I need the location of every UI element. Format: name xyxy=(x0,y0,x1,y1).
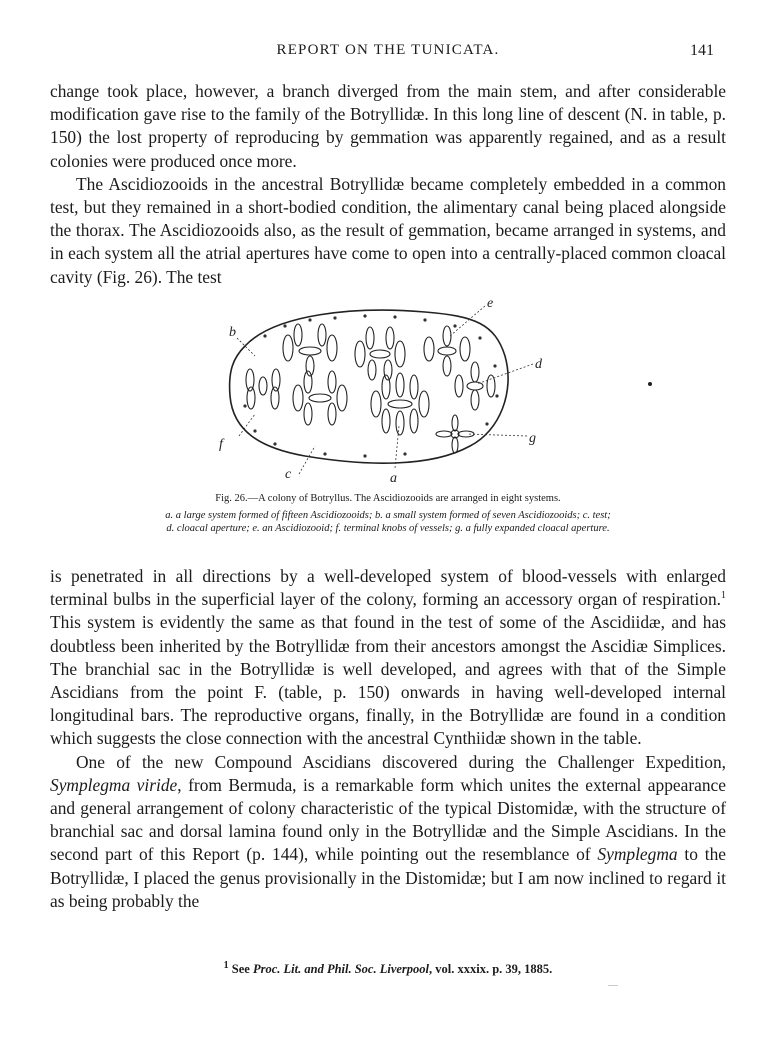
leader-lines xyxy=(237,306,533,474)
footnote-see: See xyxy=(231,962,253,976)
paragraph-4-part-2: , from Bermuda, is a remarkable form which unites the external appearance and general arrangement of colony characteristic of the typical Distomidæ, with the structure of branchial sac and dorsal lamina found only in the Botryllidæ and the Simple Ascidians. In the second part of this Report (p. 144), while pointing out the resemblance of xyxy=(50,774,726,865)
label-d: d xyxy=(535,357,542,372)
paragraph-3 xyxy=(50,565,726,751)
body-text-bottom xyxy=(50,565,726,913)
label-f: f xyxy=(219,437,223,452)
running-title: REPORT ON THE TUNICATA. xyxy=(276,42,500,58)
caption-main: Fig. 26.—A colony of Botryllus. The Ascidiozooids are arranged in eight systems. xyxy=(215,493,561,504)
stray-dash xyxy=(608,985,618,986)
page-number: 141 xyxy=(690,42,714,59)
species-name: Symplegma viride xyxy=(50,774,178,795)
label-c: c xyxy=(285,467,292,482)
label-g: g xyxy=(529,431,536,446)
genus-name: Symplegma xyxy=(597,844,678,865)
figure-caption xyxy=(50,492,726,535)
footnote-reference: 1 xyxy=(721,590,726,602)
body-text-top xyxy=(50,80,726,289)
colony-illustration xyxy=(215,296,555,496)
caption-key-line-2: d. cloacal aperture; e. an Ascidiozooid; f. terminal knobs of vessels; g. a fully expanded cloacal aperture. xyxy=(166,523,610,534)
footnote-ref: , vol. xxxix. p. 39, 1885. xyxy=(429,962,553,976)
footnote-source: Proc. Lit. and Phil. Soc. Liverpool xyxy=(252,962,430,976)
label-e: e xyxy=(487,296,494,311)
paragraph-4-part-3: to the Botryllidæ, I placed the genus provisionally in the Distomidæ; but I am now inclined to regard it as being probably the xyxy=(50,844,726,911)
paragraph-3-part-2: This system is evidently the same as that found in the test of some of the Ascidiidæ, and has doubtless been inherited by the Botryllidæ from their ancestors amongst the Ascidiæ Simplices. The branchial sac in the Botryllidæ is well developed, and agrees with that of the Simple Ascidians from the point F. (table, p. 150) onwards in having well-developed internal longitudinal bars. The reproductive organs, finally, in the Botryllidæ are found in a condition which suggests the close connection with the ancestral Cynthiidæ shown in the table. xyxy=(50,612,726,749)
caption-key-line-1: a. a large system formed of fifteen Ascidiozooids; b. a small system formed of seven Ascidiozooids; c. test; xyxy=(165,510,611,521)
colony-outline xyxy=(230,310,509,463)
figure-botryllus-colony xyxy=(215,296,555,496)
footnote-marker: 1 xyxy=(223,959,229,971)
stray-dot xyxy=(648,382,652,386)
label-b: b xyxy=(229,325,236,340)
paragraph-3-part-1: is penetrated in all directions by a well-developed system of blood-vessels with enlarged terminal bulbs in the superficial layer of the colony, forming an accessory organ of respiration. xyxy=(50,566,726,610)
paragraph-2: The Ascidiozooids in the ancestral Botryllidæ became completely embedded in a common test, but they remained in a short-bodied condition, the alimentary canal being placed alongside the thorax. The Ascidiozooids also, as the result of gemmation, became arranged in systems, and in each system all the atrial apertures have come to open into a centrally-placed common cloacal cavity (Fig. 26). The test xyxy=(50,173,726,287)
paragraph-4 xyxy=(50,751,726,913)
label-a: a xyxy=(390,471,397,486)
page-header xyxy=(0,42,776,64)
paragraph-4-part-1: One of the new Compound Ascidians discovered during the Challenger Expedition, xyxy=(76,751,726,772)
footnote xyxy=(0,959,776,977)
system-rosettes xyxy=(246,324,495,453)
paragraph-1: change took place, however, a branch diverged from the main stem, and after considerable modification gave rise to the family of the Botryllidæ. In this long line of descent (N. in table, p. 150) the lost property of reproducing by gemmation was apparently regained, and as a result colonies were produced once more. xyxy=(50,81,726,171)
